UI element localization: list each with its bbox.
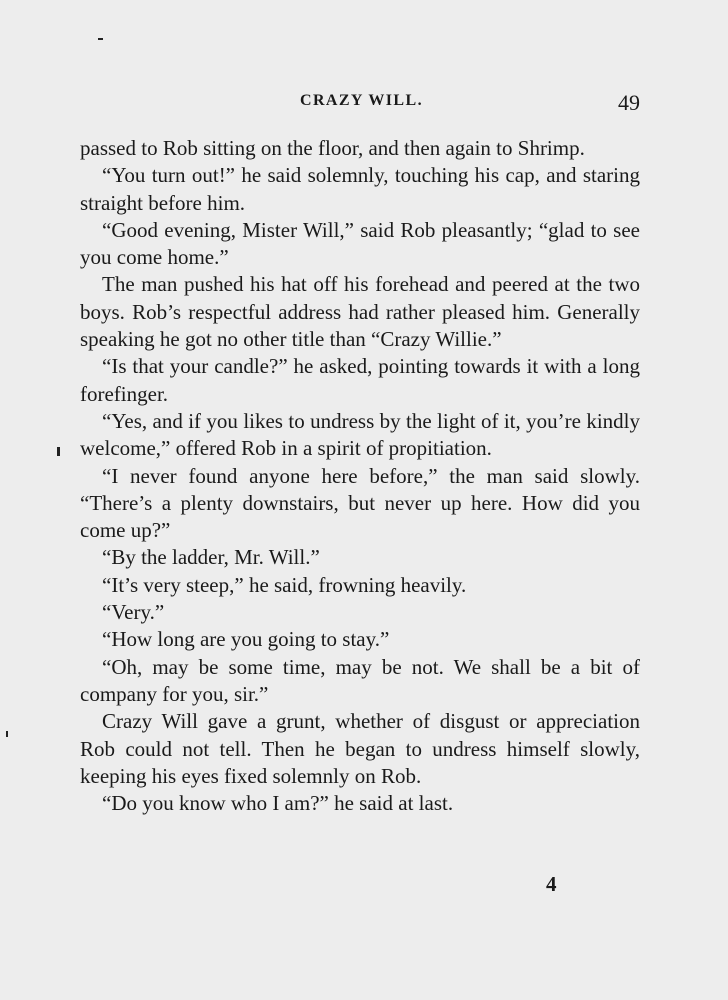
paragraph: “You turn out!” he said solemnly, touching his cap, and staring straight before him.	[80, 163, 640, 215]
paragraph: “I never found anyone here before,” the man said slowly. “There’s a plenty downstairs, but never up here. How did you come up?”	[80, 463, 640, 543]
paragraph: “Oh, may be some time, may be not. We shall be a bit of company for you, sir.”	[80, 654, 640, 706]
stray-mark-left-2	[6, 731, 8, 737]
paragraph: “How long are you going to stay.”	[102, 627, 390, 652]
stray-mark-left-1	[57, 447, 60, 456]
paragraph: “Is that your candle?” he asked, pointing towards it with a long forefinger.	[80, 354, 640, 406]
paragraph: Crazy Will gave a grunt, whether of disgust or appreciation Rob could not tell. Then he began to undress himself slowly, keeping his eyes fixed solemnly on Rob.	[80, 709, 640, 788]
paragraph: “It’s very steep,” he said, frowning heavily.	[102, 572, 467, 597]
paragraph: “Good evening, Mister Will,” said Rob pleasantly; “glad to see you come home.”	[80, 217, 640, 270]
paragraph: The man pushed his hat off his forehead and peered at the two boys. Rob’s respectful address had rather pleased him. Generally speaking he got no other title than “Crazy Willie.”	[80, 272, 640, 352]
running-head	[0, 90, 728, 114]
text-body	[80, 135, 640, 817]
paragraph: “Do you know who I am?” he said at last.	[102, 791, 454, 816]
stray-mark-top	[98, 38, 103, 40]
page-number: 49	[618, 90, 640, 115]
paragraph: “By the ladder, Mr. Will.”	[102, 545, 320, 570]
running-title: CRAZY WILL.	[300, 92, 423, 109]
paragraph: “Very.”	[102, 600, 165, 625]
signature-mark: 4	[546, 872, 557, 896]
paragraph: passed to Rob sitting on the floor, and then again to Shrimp.	[80, 136, 585, 160]
paragraph: “Yes, and if you likes to undress by the light of it, you’re kindly welcome,” offered Rob in a spirit of propitiation.	[80, 408, 640, 461]
